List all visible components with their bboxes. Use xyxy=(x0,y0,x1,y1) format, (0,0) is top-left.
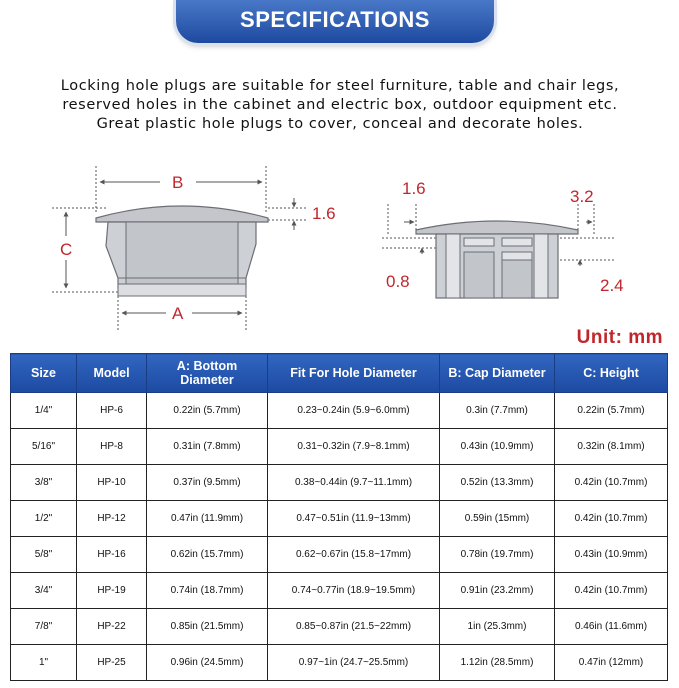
cell-bottom-diameter: 0.31in (7.8mm) xyxy=(147,429,268,465)
intro-text xyxy=(30,77,650,134)
table-row xyxy=(11,573,668,609)
cell-bottom-diameter: 0.22in (5.7mm) xyxy=(147,393,268,429)
cell-bottom-diameter: 0.74in (18.7mm) xyxy=(147,573,268,609)
header-cap-diameter: B: Cap Diameter xyxy=(440,354,555,393)
cell-cap-diameter: 1in (25.3mm) xyxy=(440,609,555,645)
cell-bottom-diameter: 0.96in (24.5mm) xyxy=(147,645,268,681)
cell-cap-diameter: 0.91in (23.2mm) xyxy=(440,573,555,609)
header-height: C: Height xyxy=(555,354,668,393)
table-row xyxy=(11,393,668,429)
table-row xyxy=(11,645,668,681)
cell-size: 5/16" xyxy=(11,429,77,465)
header-fit-hole-diameter: Fit For Hole Diameter xyxy=(268,354,440,393)
label-0-8: 0.8 xyxy=(386,272,410,291)
cell-fit-hole: 0.47~0.51in (11.9~13mm) xyxy=(268,501,440,537)
cell-model: HP-8 xyxy=(77,429,147,465)
label-1-6-left: 1.6 xyxy=(312,204,336,223)
cell-bottom-diameter: 0.62in (15.7mm) xyxy=(147,537,268,573)
cell-model: HP-16 xyxy=(77,537,147,573)
cell-model: HP-12 xyxy=(77,501,147,537)
specification-table xyxy=(10,353,668,681)
cell-cap-diameter: 0.78in (19.7mm) xyxy=(440,537,555,573)
cell-cap-diameter: 1.12in (28.5mm) xyxy=(440,645,555,681)
cell-fit-hole: 0.97~1in (24.7~25.5mm) xyxy=(268,645,440,681)
intro-line: reserved holes in the cabinet and electric box, outdoor equipment etc. xyxy=(62,97,618,113)
cell-cap-diameter: 0.43in (10.9mm) xyxy=(440,429,555,465)
cell-fit-hole: 0.38~0.44in (9.7~11.1mm) xyxy=(268,465,440,501)
cell-size: 1/2" xyxy=(11,501,77,537)
plug-dimension-diagram xyxy=(0,160,679,330)
cell-bottom-diameter: 0.37in (9.5mm) xyxy=(147,465,268,501)
cell-height: 0.47in (12mm) xyxy=(555,645,668,681)
table-row xyxy=(11,465,668,501)
cell-fit-hole: 0.31~0.32in (7.9~8.1mm) xyxy=(268,429,440,465)
cell-size: 1" xyxy=(11,645,77,681)
cell-model: HP-6 xyxy=(77,393,147,429)
cell-height: 0.43in (10.9mm) xyxy=(555,537,668,573)
cell-model: HP-25 xyxy=(77,645,147,681)
cell-height: 0.32in (8.1mm) xyxy=(555,429,668,465)
label-2-4: 2.4 xyxy=(600,276,624,295)
table-row xyxy=(11,501,668,537)
header-bottom-diameter: A: Bottom Diameter xyxy=(147,354,268,393)
intro-line: Great plastic hole plugs to cover, conceal and decorate holes. xyxy=(96,116,584,132)
cell-bottom-diameter: 0.85in (21.5mm) xyxy=(147,609,268,645)
table-header-row xyxy=(11,354,668,393)
cell-size: 3/4" xyxy=(11,573,77,609)
table-row xyxy=(11,609,668,645)
specifications-banner: SPECIFICATIONS xyxy=(176,0,494,43)
cell-cap-diameter: 0.59in (15mm) xyxy=(440,501,555,537)
header-size: Size xyxy=(11,354,77,393)
cell-size: 7/8" xyxy=(11,609,77,645)
label-b: B xyxy=(172,173,184,192)
label-1-6-right: 1.6 xyxy=(402,179,426,198)
plug-side-view xyxy=(96,206,268,296)
cell-model: HP-10 xyxy=(77,465,147,501)
cell-height: 0.46in (11.6mm) xyxy=(555,609,668,645)
table-row xyxy=(11,537,668,573)
cell-height: 0.42in (10.7mm) xyxy=(555,573,668,609)
cell-model: HP-19 xyxy=(77,573,147,609)
cell-size: 3/8" xyxy=(11,465,77,501)
label-a: A xyxy=(172,304,184,323)
cell-size: 1/4" xyxy=(11,393,77,429)
cell-fit-hole: 0.74~0.77in (18.9~19.5mm) xyxy=(268,573,440,609)
cell-bottom-diameter: 0.47in (11.9mm) xyxy=(147,501,268,537)
cell-model: HP-22 xyxy=(77,609,147,645)
cell-fit-hole: 0.62~0.67in (15.8~17mm) xyxy=(268,537,440,573)
cell-size: 5/8" xyxy=(11,537,77,573)
cell-fit-hole: 0.23~0.24in (5.9~6.0mm) xyxy=(268,393,440,429)
cell-cap-diameter: 0.52in (13.3mm) xyxy=(440,465,555,501)
intro-line: Locking hole plugs are suitable for steel furniture, table and chair legs, xyxy=(60,78,620,94)
header-model: Model xyxy=(77,354,147,393)
label-c: C xyxy=(60,240,73,259)
label-3-2: 3.2 xyxy=(570,187,594,206)
cell-height: 0.42in (10.7mm) xyxy=(555,501,668,537)
cell-fit-hole: 0.85~0.87in (21.5~22mm) xyxy=(268,609,440,645)
cell-height: 0.42in (10.7mm) xyxy=(555,465,668,501)
table-row xyxy=(11,429,668,465)
plug-cross-section xyxy=(416,221,578,298)
unit-label: Unit: mm xyxy=(576,327,663,348)
cell-cap-diameter: 0.3in (7.7mm) xyxy=(440,393,555,429)
cell-height: 0.22in (5.7mm) xyxy=(555,393,668,429)
